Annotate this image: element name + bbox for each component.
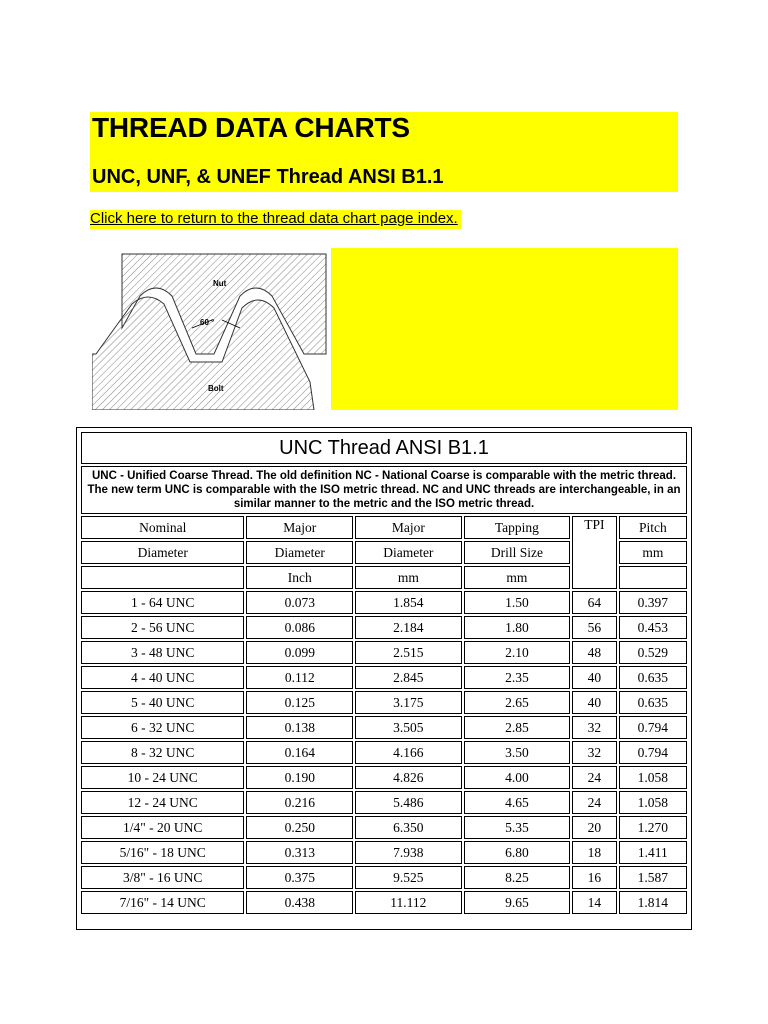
major-inch-cell: 0.250 (246, 816, 353, 839)
major-inch-cell: 0.164 (246, 741, 353, 764)
nominal-cell: 2 - 56 UNC (81, 616, 244, 639)
major-mm-cell: 4.166 (355, 741, 462, 764)
pitch-cell: 0.794 (619, 716, 687, 739)
table-row (81, 841, 687, 864)
pitch-cell: 0.635 (619, 691, 687, 714)
nut-label: Nut (213, 279, 227, 288)
table-row (81, 716, 687, 739)
nominal-cell: 4 - 40 UNC (81, 666, 244, 689)
tpi-cell: 56 (572, 616, 616, 639)
major-inch-cell: 0.375 (246, 866, 353, 889)
major-mm-cell: 3.175 (355, 691, 462, 714)
table-row (81, 741, 687, 764)
header-cell: Diameter (246, 541, 353, 564)
table-row (81, 866, 687, 889)
pitch-cell: 1.058 (619, 766, 687, 789)
tpi-cell: 64 (572, 591, 616, 614)
tpi-cell: 40 (572, 666, 616, 689)
pitch-cell: 0.529 (619, 641, 687, 664)
major-mm-cell: 2.184 (355, 616, 462, 639)
nominal-cell: 10 - 24 UNC (81, 766, 244, 789)
major-mm-cell: 9.525 (355, 866, 462, 889)
tpi-cell: 48 (572, 641, 616, 664)
tapping-drill-cell: 5.35 (464, 816, 571, 839)
header-cell: Major (246, 516, 353, 539)
tpi-cell: 20 (572, 816, 616, 839)
pitch-cell: 1.587 (619, 866, 687, 889)
tapping-drill-cell: 9.65 (464, 891, 571, 914)
thread-profile-diagram (92, 250, 328, 410)
tpi-cell: 40 (572, 691, 616, 714)
major-mm-cell: 5.486 (355, 791, 462, 814)
major-inch-cell: 0.073 (246, 591, 353, 614)
tpi-cell: 14 (572, 891, 616, 914)
major-mm-cell: 2.515 (355, 641, 462, 664)
nominal-cell: 8 - 32 UNC (81, 741, 244, 764)
header-cell: Pitch (619, 516, 687, 539)
table-row (81, 666, 687, 689)
pitch-cell: 0.635 (619, 666, 687, 689)
pitch-cell: 0.453 (619, 616, 687, 639)
major-mm-cell: 6.350 (355, 816, 462, 839)
tapping-drill-cell: 2.65 (464, 691, 571, 714)
table-row (81, 616, 687, 639)
chart-index-link[interactable]: Click here to return to the thread data chart page index. (90, 210, 461, 229)
header-cell: mm (355, 566, 462, 589)
page-subtitle: UNC, UNF, & UNEF Thread ANSI B1.1 (92, 166, 444, 188)
tapping-drill-cell: 2.10 (464, 641, 571, 664)
table-row (81, 591, 687, 614)
header-cell: Tapping (464, 516, 571, 539)
highlight-box (331, 248, 678, 410)
header-cell: Inch (246, 566, 353, 589)
major-inch-cell: 0.438 (246, 891, 353, 914)
pitch-cell: 1.814 (619, 891, 687, 914)
header-cell: Nominal (81, 516, 244, 539)
pitch-cell: 0.794 (619, 741, 687, 764)
header-cell: mm (464, 566, 571, 589)
table-row (81, 816, 687, 839)
nominal-cell: 3 - 48 UNC (81, 641, 244, 664)
major-inch-cell: 0.112 (246, 666, 353, 689)
major-inch-cell: 0.216 (246, 791, 353, 814)
nominal-cell: 5 - 40 UNC (81, 691, 244, 714)
major-inch-cell: 0.313 (246, 841, 353, 864)
nominal-cell: 12 - 24 UNC (81, 791, 244, 814)
header-cell: Diameter (81, 541, 244, 564)
nominal-cell: 6 - 32 UNC (81, 716, 244, 739)
pitch-cell: 0.397 (619, 591, 687, 614)
table-description: UNC - Unified Coarse Thread. The old definition NC - National Coarse is comparable with the metric thread. The new term UNC is comparable with the ISO metric thread. NC and UNC threads are interchangeable, in an similar manner to the metric and the ISO metric thread. (81, 466, 687, 514)
nominal-cell: 7/16" - 14 UNC (81, 891, 244, 914)
nominal-cell: 1 - 64 UNC (81, 591, 244, 614)
header-cell: Major (355, 516, 462, 539)
table-caption: UNC Thread ANSI B1.1 (81, 432, 687, 464)
tpi-cell: 24 (572, 766, 616, 789)
header-cell: mm (619, 541, 687, 564)
header-row-1 (81, 516, 687, 539)
header-cell (81, 566, 244, 589)
tapping-drill-cell: 8.25 (464, 866, 571, 889)
table-row (81, 641, 687, 664)
major-mm-cell: 11.112 (355, 891, 462, 914)
major-mm-cell: 7.938 (355, 841, 462, 864)
major-mm-cell: 2.845 (355, 666, 462, 689)
table-row (81, 766, 687, 789)
pitch-cell: 1.058 (619, 791, 687, 814)
nominal-cell: 5/16" - 18 UNC (81, 841, 244, 864)
tpi-cell: 16 (572, 866, 616, 889)
table-row (81, 791, 687, 814)
angle-label: 60 ° (200, 318, 215, 327)
table-row (81, 891, 687, 914)
unc-thread-table (79, 430, 689, 916)
tpi-cell: 24 (572, 791, 616, 814)
tapping-drill-cell: 4.00 (464, 766, 571, 789)
major-inch-cell: 0.099 (246, 641, 353, 664)
tapping-drill-cell: 2.35 (464, 666, 571, 689)
major-mm-cell: 3.505 (355, 716, 462, 739)
major-inch-cell: 0.086 (246, 616, 353, 639)
tapping-drill-cell: 6.80 (464, 841, 571, 864)
tapping-drill-cell: 1.80 (464, 616, 571, 639)
tapping-drill-cell: 4.65 (464, 791, 571, 814)
tapping-drill-cell: 3.50 (464, 741, 571, 764)
major-inch-cell: 0.138 (246, 716, 353, 739)
tapping-drill-cell: 2.85 (464, 716, 571, 739)
header-cell (619, 566, 687, 589)
tpi-cell: 32 (572, 741, 616, 764)
pitch-cell: 1.270 (619, 816, 687, 839)
header-cell: Diameter (355, 541, 462, 564)
page-title: THREAD DATA CHARTS (92, 112, 410, 143)
bolt-label: Bolt (208, 384, 224, 393)
nominal-cell: 3/8" - 16 UNC (81, 866, 244, 889)
nominal-cell: 1/4" - 20 UNC (81, 816, 244, 839)
header-cell-tpi: TPI (572, 516, 616, 589)
tpi-cell: 18 (572, 841, 616, 864)
header-cell: Drill Size (464, 541, 571, 564)
tapping-drill-cell: 1.50 (464, 591, 571, 614)
major-mm-cell: 4.826 (355, 766, 462, 789)
unc-thread-table-frame (76, 427, 692, 930)
major-mm-cell: 1.854 (355, 591, 462, 614)
table-row (81, 691, 687, 714)
major-inch-cell: 0.125 (246, 691, 353, 714)
pitch-cell: 1.411 (619, 841, 687, 864)
major-inch-cell: 0.190 (246, 766, 353, 789)
tpi-cell: 32 (572, 716, 616, 739)
